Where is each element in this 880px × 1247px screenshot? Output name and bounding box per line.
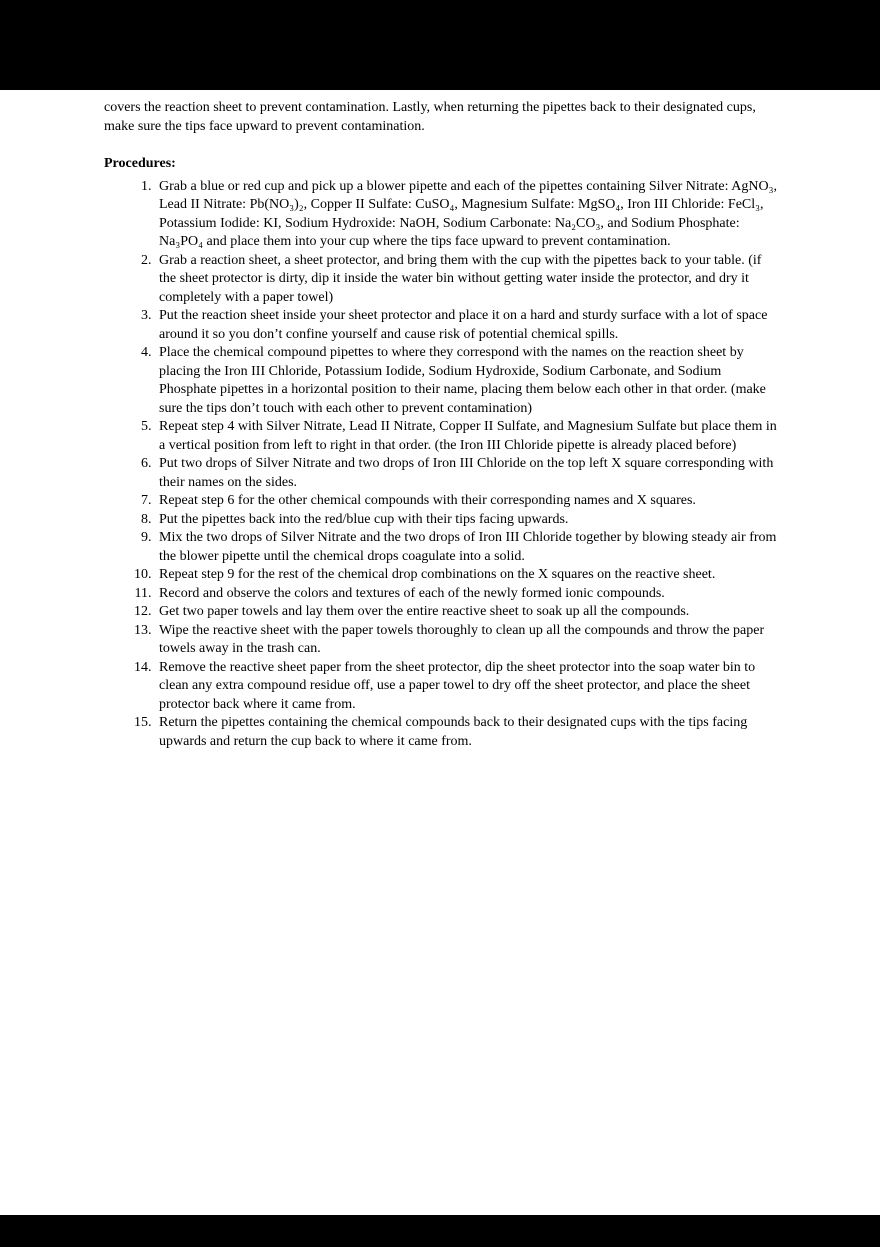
procedure-step: 3. Put the reaction sheet inside your sheet protector and place it on a hard and sturdy surface with a lot of space around it so you don’t confine yourself and cause risk of potential chemical spills. [155, 307, 777, 344]
procedure-step: 9. Mix the two drops of Silver Nitrate and the two drops of Iron III Chloride together by blowing steady air from the blower pipette until the chemical drops coagulate into a solid. [155, 529, 777, 566]
procedure-step: 15. Return the pipettes containing the chemical compounds back to their designated cups with the tips facing upwards and return the cup back to where it came from. [155, 714, 777, 751]
document-page [0, 90, 880, 1215]
procedure-step: 14. Remove the reactive sheet paper from the sheet protector, dip the sheet protector into the soap water bin to clean any extra compound residue off, use a paper towel to dry off the sheet protector, and place the sheet protector back where it came from. [155, 659, 777, 715]
procedure-step: 6. Put two drops of Silver Nitrate and two drops of Iron III Chloride on the top left X square corresponding with their names on the sides. [155, 455, 777, 492]
procedure-step: 8. Put the pipettes back into the red/blue cup with their tips facing upwards. [155, 511, 777, 530]
procedure-step: 13. Wipe the reactive sheet with the paper towels thoroughly to clean up all the compounds and throw the paper towels away in the trash can. [155, 622, 777, 659]
procedure-step: 11. Record and observe the colors and textures of each of the newly formed ionic compounds. [155, 585, 777, 604]
intro-paragraph: covers the reaction sheet to prevent contamination. Lastly, when returning the pipettes back to their designated cups, make sure the tips face upward to prevent contamination. [104, 100, 756, 134]
procedure-step: 10. Repeat step 9 for the rest of the chemical drop combinations on the X squares on the reactive sheet. [155, 566, 777, 585]
procedures-list [104, 178, 777, 752]
procedures-heading: Procedures: [104, 156, 176, 171]
procedure-step: 12. Get two paper towels and lay them over the entire reactive sheet to soak up all the compounds. [155, 603, 777, 622]
procedure-step: 2. Grab a reaction sheet, a sheet protector, and bring them with the cup with the pipettes back to your table. (if the sheet protector is dirty, dip it inside the water bin without getting water inside the protector, and dry it completely with a paper towel) [155, 252, 777, 308]
procedure-step: 4. Place the chemical compound pipettes to where they correspond with the names on the reaction sheet by placing the Iron III Chloride, Potassium Iodide, Sodium Hydroxide, Sodium Carbonate, and Sodium Phosphate pipettes in a horizontal position to their name, placing them below each other in that order. (make sure the tips don’t touch with each other to prevent contamination) [155, 344, 777, 418]
procedure-step: 1. Grab a blue or red cup and pick up a blower pipette and each of the pipettes containing Silver Nitrate: AgNO₃, Lead II Nitrate: Pb(NO₃)₂, Copper II Sulfate: CuSO₄, Magnesium Sulfate: MgSO₄, Iron III Chloride: FeCl₃, Potassium Iodide: KI, Sodium Hydroxide: NaOH, Sodium Carbonate: Na₂CO₃, and Sodium Phosphate: Na₃PO₄ and place them into your cup where the tips face upward to prevent contamination. [155, 178, 777, 252]
procedure-step: 7. Repeat step 6 for the other chemical compounds with their corresponding names and X squares. [155, 492, 777, 511]
procedure-step: 5. Repeat step 4 with Silver Nitrate, Lead II Nitrate, Copper II Sulfate, and Magnesium Sulfate but place them in a vertical position from left to right in that order. (the Iron III Chloride pipette is already placed before) [155, 418, 777, 455]
